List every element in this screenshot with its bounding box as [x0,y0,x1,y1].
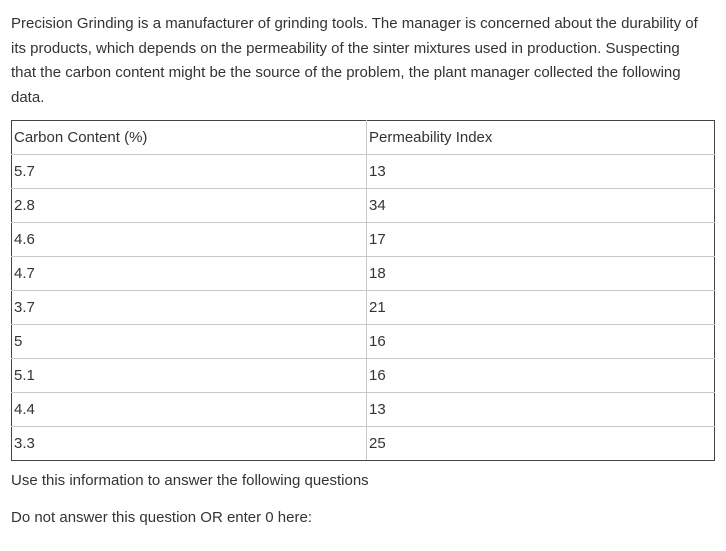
permeability-index-cell: 18 [367,257,715,291]
carbon-content-cell: 3.7 [12,291,367,325]
table-row [12,359,715,393]
carbon-content-cell: 5 [12,325,367,359]
instruction-text: Do not answer this question OR enter 0 here: [11,509,312,526]
table-row [12,189,715,223]
carbon-content-cell: 4.4 [12,393,367,427]
permeability-index-cell: 21 [367,291,715,325]
permeability-index-cell: 17 [367,223,715,257]
permeability-index-cell: 13 [367,393,715,427]
table-row [12,393,715,427]
data-table [11,120,715,461]
permeability-index-cell: 34 [367,189,715,223]
permeability-index-cell: 25 [367,427,715,461]
carbon-content-cell: 5.1 [12,359,367,393]
permeability-index-cell: 16 [367,359,715,393]
carbon-content-cell: 4.7 [12,257,367,291]
intro-paragraph: Precision Grinding is a manufacturer of grinding tools. The manager is concerned about the durability of its products, which depends on the permeability of the sinter mixtures used in production. Suspecting that the carbon content might be the source of the problem, the plant manager collected the following data. [11,15,698,106]
question-text: Use this information to answer the following questions [11,472,369,489]
carbon-content-cell: 3.3 [12,427,367,461]
header-permeability-index: Permeability Index [367,121,715,155]
table-row [12,325,715,359]
table-header-row [12,121,715,155]
table-row [12,223,715,257]
table-row [12,155,715,189]
table-row [12,427,715,461]
carbon-content-cell: 2.8 [12,189,367,223]
table-row [12,257,715,291]
permeability-index-cell: 16 [367,325,715,359]
carbon-content-cell: 5.7 [12,155,367,189]
table-row [12,291,715,325]
header-carbon-content: Carbon Content (%) [12,121,367,155]
carbon-content-cell: 4.6 [12,223,367,257]
permeability-index-cell: 13 [367,155,715,189]
